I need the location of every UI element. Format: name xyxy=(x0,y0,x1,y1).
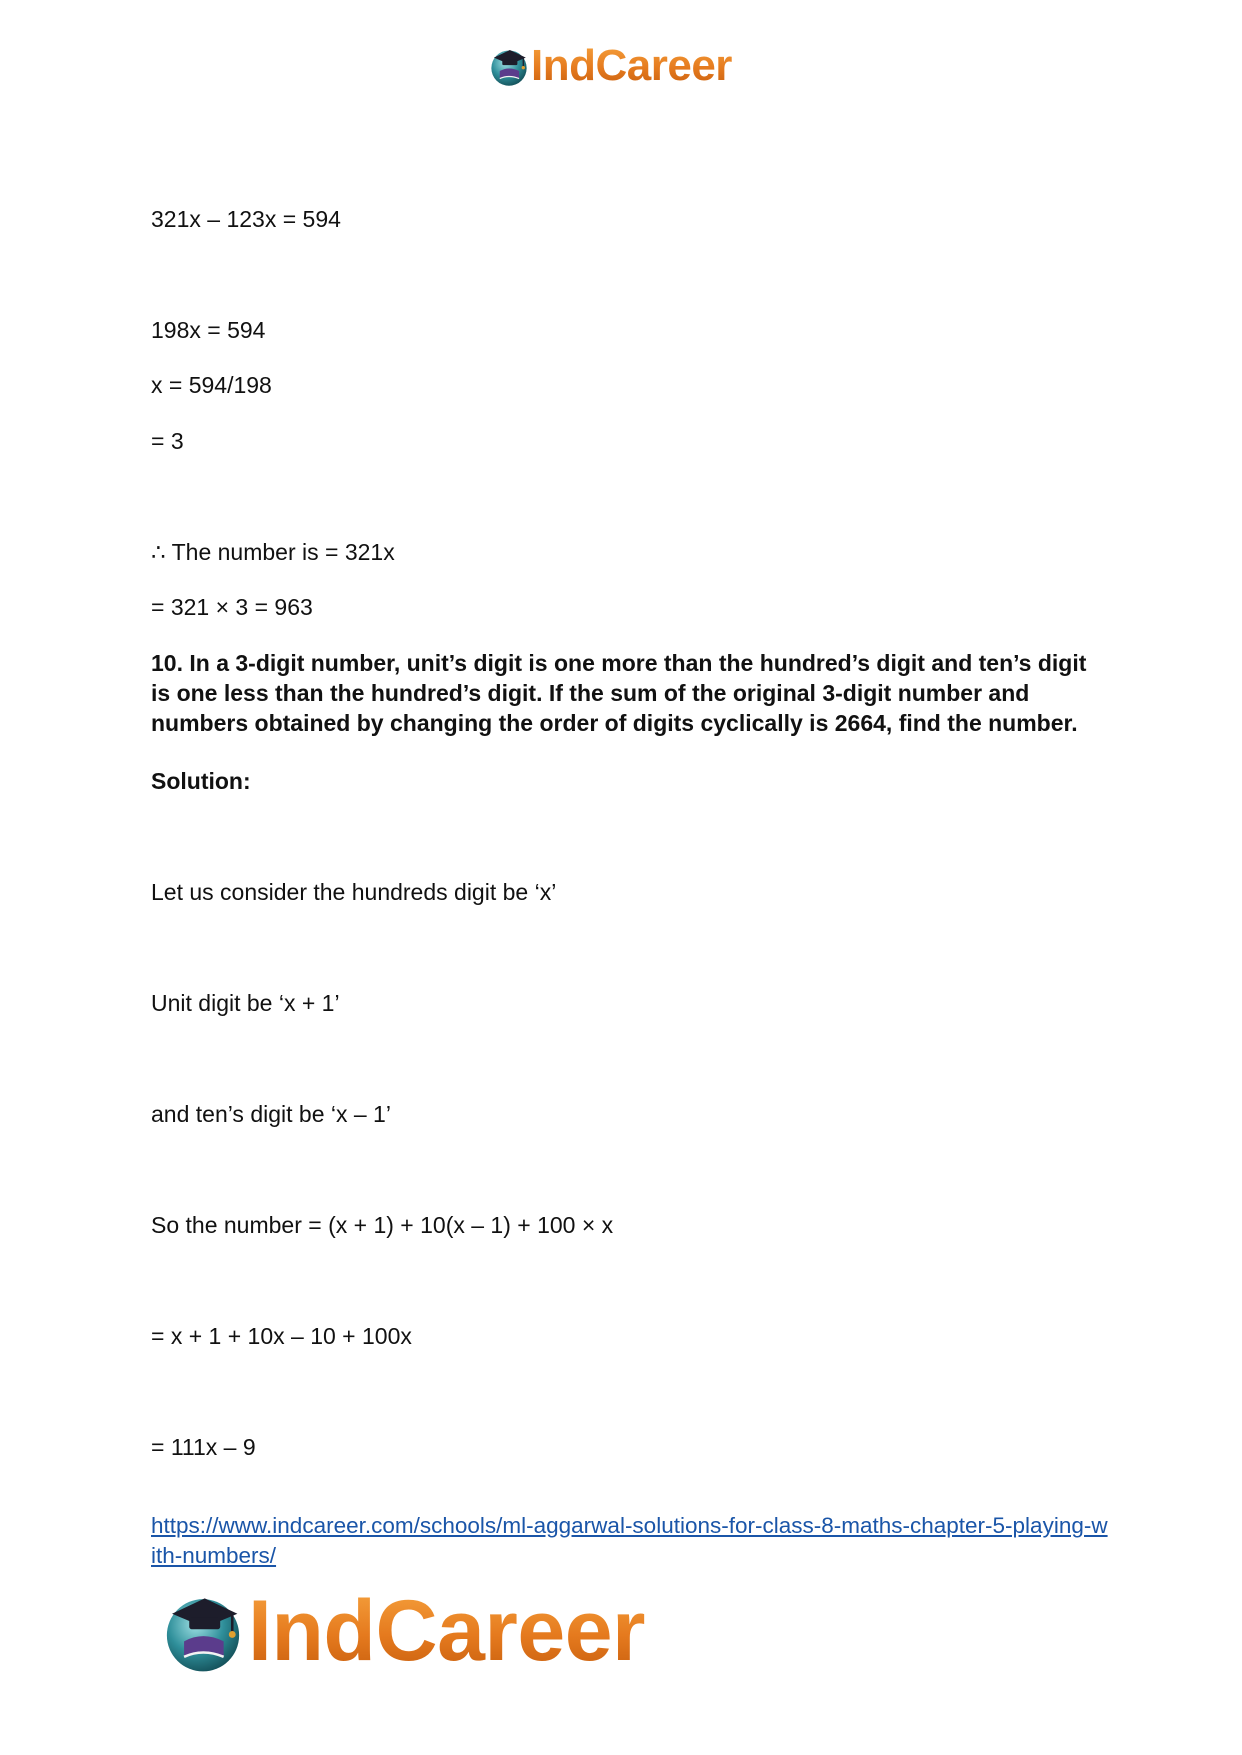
brand-wordmark: IndCareer xyxy=(531,41,732,90)
solution-heading: Solution: xyxy=(151,768,251,794)
equation-line: 198x = 594 xyxy=(151,317,266,343)
solution-line: Let us consider the hundreds digit be ‘x’ xyxy=(151,879,557,905)
equation-line: = 3 xyxy=(151,428,184,454)
solution-line: Unit digit be ‘x + 1’ xyxy=(151,990,340,1016)
equation-line: x = 594/198 xyxy=(151,372,272,398)
solution-line: = 111x – 9 xyxy=(151,1434,256,1460)
equation-line: 321x – 123x = 594 xyxy=(151,206,341,232)
solution-line: and ten’s digit be ‘x – 1’ xyxy=(151,1101,391,1127)
source-url-link[interactable]: https://www.indcareer.com/schools/ml-aggarwal-solutions-for-class-8-maths-chapter-5-playing-with-numbers/ xyxy=(151,1513,1108,1568)
equation-line: ∴ The number is = 321x xyxy=(151,539,395,565)
solution-line: So the number = (x + 1) + 10(x – 1) + 100 × x xyxy=(151,1212,614,1238)
footer-logo xyxy=(160,1585,645,1677)
graduation-cap-emblem-icon xyxy=(160,1588,246,1674)
header-logo xyxy=(488,42,732,90)
equation-line: = 321 × 3 = 963 xyxy=(151,594,313,620)
solution-line: = x + 1 + 10x – 10 + 100x xyxy=(151,1323,412,1349)
brand-wordmark: IndCareer xyxy=(248,1583,645,1679)
graduation-cap-emblem-icon xyxy=(488,45,530,87)
question-10: 10. In a 3-digit number, unit’s digit is one more than the hundred’s digit and ten’s digit is one less than the hundred’s digit. If the sum of the original 3-digit number and numbers obtained by changing the order of digits cyclically is 2664, find the number. xyxy=(151,650,1087,736)
